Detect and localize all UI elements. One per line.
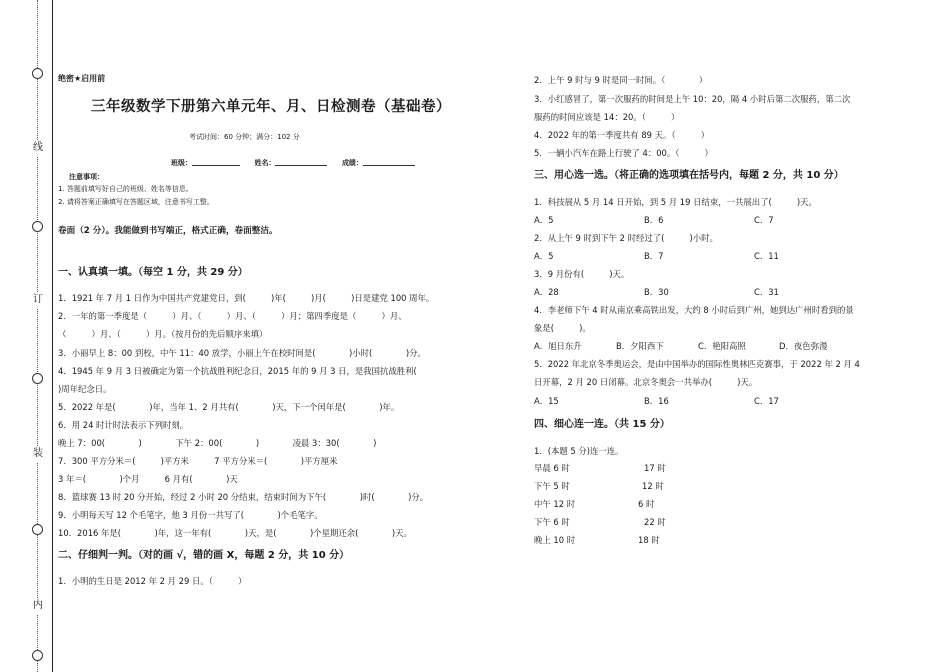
question-line: 服药的时间应该是 14：20。（ ） [534, 112, 680, 122]
match-left-item[interactable]: 下午 5 时 [534, 481, 570, 491]
note-line: 1. 答题前填写好自己的班级、姓名等信息。 [58, 185, 193, 193]
secret-label: 绝密★启用前 [58, 74, 106, 83]
option-a[interactable]: A．15 [534, 396, 559, 406]
section1-heading: 一、认真填一填。（每空 1 分，共 29 分） [58, 267, 248, 278]
question-line: 6．用 24 时计时法表示下列时刻。 [58, 420, 189, 430]
question-line: 2．从上午 9 时到下午 2 时经过了( )小时。 [534, 233, 718, 243]
binding-char: 装 [31, 446, 45, 462]
question-line: 3．9 月份有( )天。 [534, 269, 630, 279]
name-label: 姓名： [254, 159, 276, 167]
question-line: 5．一辆小汽车在路上行驶了 4：00。（ ） [534, 148, 713, 158]
option-a[interactable]: A．5 [534, 251, 554, 261]
binding-char: 订 [31, 292, 45, 308]
option-a[interactable]: A．5 [534, 215, 554, 225]
page-title: 三年级数学下册第六单元年、月、日检测卷（基础卷） [91, 99, 451, 115]
option-b[interactable]: B．6 [644, 215, 664, 225]
question-line: 4．李老师下午 4 时从南京乘高铁出发，大约 8 小时后到广州，她到达广州时看到的景 [534, 305, 854, 315]
question-line: 1．(本题 5 分)连一连。 [534, 446, 624, 456]
neatness-note: 卷面（2 分）。我能做到书写端正，格式正确，卷面整洁。 [58, 226, 278, 236]
question-line: 1．1921 年 7 月 1 日作为中国共产党建党日，到( )年( )月( )日是建党 100 周年。 [58, 293, 435, 303]
question-line: 9．小明每天写 12 个毛笔字，他 3 月份一共写了( )个毛笔字。 [58, 510, 323, 520]
exam-info: 考试时间：60 分钟；满分：102 分 [189, 133, 300, 141]
option-c[interactable]: C．7 [754, 215, 774, 225]
match-left-item[interactable]: 下午 6 时 [534, 517, 570, 527]
binding-hole [32, 221, 43, 232]
question-line: 象是( )。 [534, 323, 591, 333]
class-field[interactable] [192, 156, 240, 166]
question-line: 3 年＝( )个月 6 月有( )天 [58, 474, 238, 484]
option-c[interactable]: C．艳阳高照 [698, 341, 746, 351]
binding-margin [0, 0, 52, 672]
binding-hole [32, 524, 43, 535]
student-info-row [171, 156, 415, 169]
question-line: 1．小明的生日是 2012 年 2 月 29 日。（ ） [58, 576, 247, 586]
binding-char: 内 [31, 598, 45, 614]
section4-heading: 四、细心连一连。（共 15 分） [534, 419, 670, 430]
option-c[interactable]: C．31 [754, 287, 779, 297]
class-label: 班级： [171, 159, 192, 167]
question-line: 4．2022 年的第一季度共有 89 天。（ ） [534, 130, 710, 140]
match-right-item[interactable]: 18 时 [638, 535, 660, 545]
section2-heading: 二、仔细判一判。（对的画 √，错的画 X，每题 2 分，共 10 分） [58, 550, 350, 561]
score-label: 成绩： [341, 159, 363, 167]
name-field[interactable] [275, 156, 327, 166]
question-line: 7．300 平方分米＝( )平方米 7 平方分米＝( )平方厘米 [58, 456, 338, 466]
option-d[interactable]: D．夜色弥漫 [779, 341, 828, 351]
question-line: 10．2016 年是( )年，这一年有( )天，是( )个星期还余( )天。 [58, 528, 412, 538]
match-right-item[interactable]: 6 时 [638, 499, 655, 509]
question-line: 1．科技展从 5 月 14 日开始，到 5 月 19 日结束，一共展出了( )天。 [534, 197, 817, 207]
question-line: )周年纪念日。 [58, 384, 112, 394]
match-left-item[interactable]: 早晨 6 时 [534, 463, 570, 473]
question-line: 2．上午 9 时与 9 时是同一时间。（ ） [534, 75, 708, 85]
match-left-item[interactable]: 晚上 10 时 [534, 535, 576, 545]
section3-heading: 三、用心选一选。（将正确的选项填在括号内，每题 2 分，共 10 分） [534, 170, 844, 181]
score-field[interactable] [363, 156, 415, 166]
question-line: 日开幕，2 月 20 日闭幕。北京冬奥会一共举办( )天。 [534, 377, 758, 387]
option-a[interactable]: A．28 [534, 287, 559, 297]
match-left-item[interactable]: 中午 12 时 [534, 499, 576, 509]
option-b[interactable]: B．7 [644, 251, 664, 261]
binding-hole [32, 373, 43, 384]
question-line: 8．篮球赛 13 时 20 分开始，经过 2 小时 20 分结束，结束时间为下午( )时( )分。 [58, 492, 429, 502]
question-line: 2．一年的第一季度是（ ）月、（ ）月、（ ）月；第四季度是（ ）月、 [58, 311, 407, 321]
question-line: 晚上 7：00( ) 下午 2：00( ) 凌晨 3：30( ) [58, 438, 377, 448]
binding-hole [32, 68, 43, 79]
option-a[interactable]: A．旭日东升 [534, 341, 582, 351]
question-line: （ ）月、（ ）月。（按月份的先后顺序来填） [58, 329, 268, 339]
notes-title: 注意事项： [69, 173, 104, 181]
question-line: 3．小丽早上 8：00 到校，中午 11：40 放学，小丽上午在校时间是( )小时( )分。 [58, 348, 426, 358]
match-right-item[interactable]: 12 时 [642, 481, 664, 491]
note-line: 2. 请将答案正确填写在答题区域，注意书写工整。 [58, 198, 214, 206]
match-right-item[interactable]: 17 时 [644, 463, 666, 473]
binding-hole [32, 650, 43, 661]
option-b[interactable]: B．16 [644, 396, 669, 406]
binding-dotted-line [37, 0, 38, 672]
question-line: 4．1945 年 9 月 3 日被确定为第一个抗战胜利纪念日，2015 年的 9 月 3 日，是我国抗战胜利( [58, 366, 417, 376]
question-line: 3．小红感冒了，第一次服药的时间是上午 10：20，隔 4 小时后第二次服药，第二次 [534, 94, 851, 104]
page-border-line [52, 0, 53, 672]
option-c[interactable]: C．17 [754, 396, 779, 406]
option-c[interactable]: C．11 [754, 251, 779, 261]
option-b[interactable]: B．夕阳西下 [616, 341, 664, 351]
binding-char: 线 [31, 140, 45, 156]
option-b[interactable]: B．30 [644, 287, 669, 297]
match-right-item[interactable]: 22 时 [644, 517, 666, 527]
question-line: 5．2022 年是( )年，当年 1、2 月共有( )天，下一个闰年是( )年。 [58, 402, 400, 412]
question-line: 5．2022 年北京冬季奥运会，是由中国举办的国际性奥林匹克赛事，于 2022 年 2 月 4 [534, 359, 860, 369]
